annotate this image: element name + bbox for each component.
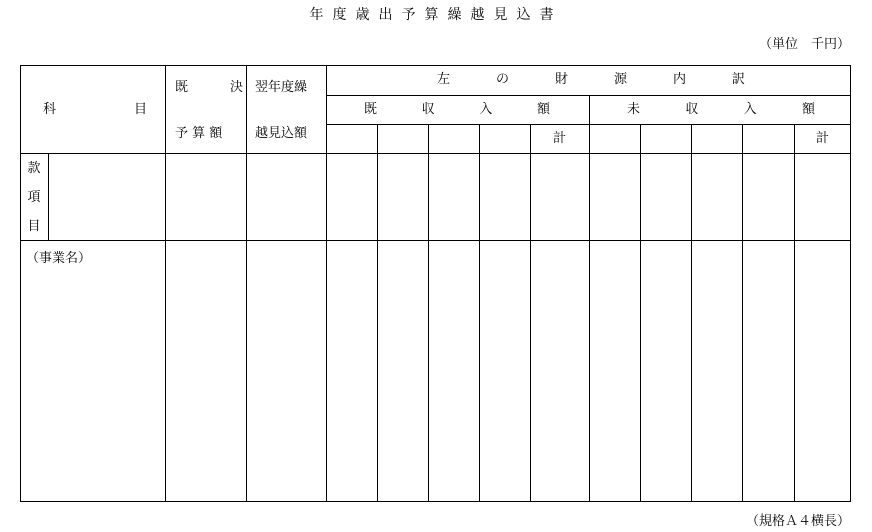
- table-rule: [640, 124, 641, 502]
- yosangaku-header: 予 算 額: [175, 126, 223, 141]
- kishunyu-char: 収: [421, 102, 435, 117]
- kishunyu-char: 既: [364, 102, 378, 117]
- kiketsu-char: 決: [229, 80, 243, 95]
- table-rule: [742, 124, 743, 502]
- mishunyu-total-header: 計: [815, 131, 829, 146]
- table-rule: [377, 124, 378, 502]
- kamoku-header: [43, 102, 147, 118]
- zaigen-char: 源: [613, 72, 627, 87]
- document-title: 年度歳出予算繰越見込書: [309, 7, 563, 23]
- zaigen-header: [437, 72, 745, 88]
- kamoku-char: 科: [43, 102, 57, 117]
- kishunyu-header: [364, 102, 550, 118]
- kou-label: 項: [27, 190, 41, 205]
- mishunyu-char: 額: [801, 102, 815, 117]
- moku-label: 目: [27, 219, 41, 234]
- koshi-header: 越見込額: [255, 126, 308, 141]
- table-rule: [246, 65, 247, 502]
- kishunyu-char: 入: [479, 102, 493, 117]
- footer-note: （規格Ａ４横長）: [745, 514, 850, 529]
- kiketsu-char: 既: [175, 80, 189, 95]
- table-rule: [428, 124, 429, 502]
- zaigen-char: 財: [554, 72, 568, 87]
- zaigen-char: 内: [672, 72, 686, 87]
- table-rule: [479, 124, 480, 502]
- mishunyu-header: [627, 102, 815, 118]
- zaigen-char: 訳: [731, 72, 745, 87]
- table-rule: [589, 95, 590, 502]
- table-rule: [794, 124, 795, 502]
- kiketsu-header: [175, 80, 243, 96]
- mishunyu-char: 未: [627, 102, 641, 117]
- table-rule: [691, 124, 692, 502]
- table-rule: [20, 153, 851, 154]
- mishunyu-char: 収: [685, 102, 699, 117]
- table-rule: [48, 153, 49, 240]
- table-rule: [326, 65, 327, 502]
- table-rule: [20, 240, 851, 241]
- zaigen-char: 左: [437, 72, 451, 87]
- table-rule: [530, 124, 531, 502]
- yokunendo-header: 翌年度繰: [255, 80, 308, 95]
- jigyo-label: （事業名）: [26, 251, 92, 266]
- budget-table: [20, 65, 851, 502]
- zaigen-char: の: [495, 72, 509, 87]
- kan-label: 款: [27, 161, 41, 176]
- table-rule: [165, 65, 166, 502]
- mishunyu-char: 入: [743, 102, 757, 117]
- kishunyu-total-header: 計: [552, 131, 566, 146]
- unit-note: （単位 千円）: [758, 37, 850, 52]
- kamoku-char: 目: [133, 102, 147, 117]
- kishunyu-char: 額: [536, 102, 550, 117]
